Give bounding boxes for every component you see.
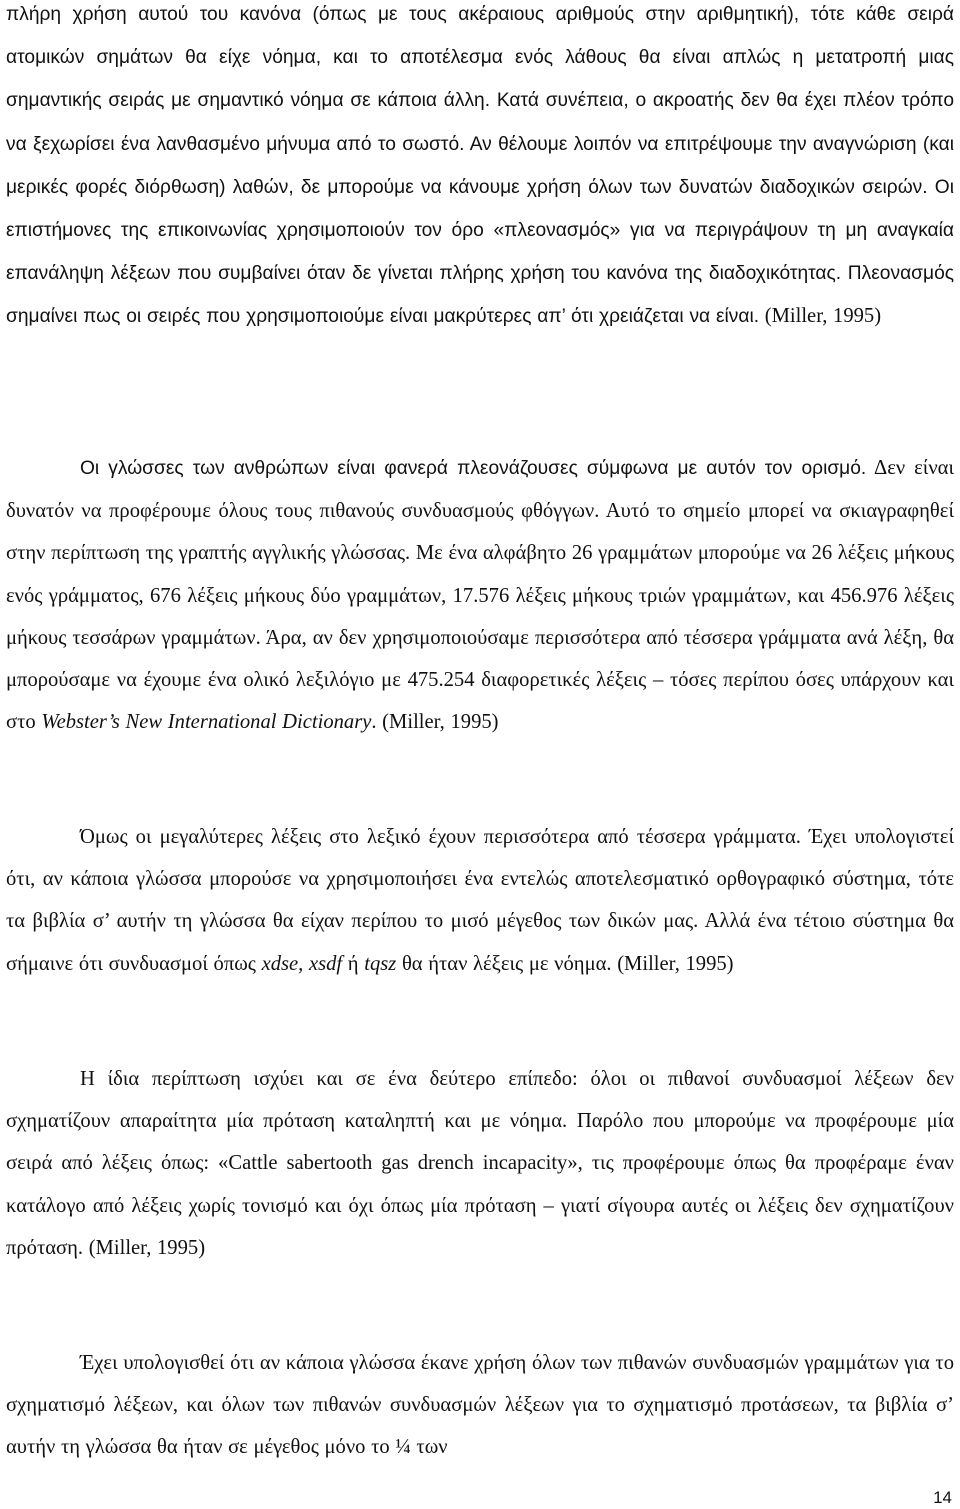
paragraph-text: Όμως οι μεγαλύτερες λέξεις στο λεξικό έχουν περισσότερα από τέσσερα γράμματα. Έχει υπολογιστεί ότι, αν κάποια γλώσσα μπορούσε να χρησιμοποιήσει ένα εντελώς αποτελεσματικό ορθογραφικό σύστημα, τότε τα βιβλία σ’ αυτήν τη γλώσσα θα είχαν περίπου το μισό μέγεθος των δικών μας. Αλλά ένα τέτοιο σύστημα θα σήμαινε ότι συνδυασμοί όπως xyxy=(6,826,954,975)
example-word: tqsz xyxy=(364,952,397,975)
citation: (Miller, 1995) xyxy=(759,305,882,328)
citation: . (Miller, 1995) xyxy=(371,711,499,734)
paragraph-text: Δεν είναι δυνατόν να προφέρουμε όλους τους πιθανούς συνδυασμούς φθόγγων. Αυτό το σημείο μπορεί να σκιαγραφηθεί στην περίπτωση της γραπτής αγγλικής γλώσσας. Με ένα αλφάβητο 26 γραμμάτων μπορούμε να 26 λέξεις μήκους ενός γράμματος, 676 λέξεις μήκους δύο γραμμάτων, 17.576 λέξεις μήκους τριών γραμμάτων, και 456.976 λέξεις μήκους τεσσάρων γραμμάτων. Άρα, αν δεν χρησιμοποιούσαμε περισσότερα από τέσσερα γράμματα ανά λέξη, θα μπορούσαμε να έχουμε ένα ολικό λεξιλόγιο με 475.254 διαφορετικές λέξεις – τόσες περίπου όσες υπάρχουν και στο xyxy=(6,457,954,734)
paragraph-text: Έχει υπολογισθεί ότι αν κάποια γλώσσα έκανε χρήση όλων των πιθανών συνδυασμών γραμμάτων για το σχηματισμό λέξεων, και όλων των πιθανών συνδυασμών λέξεων για το σχηματισμό προτάσεων, τα βιβλία σ’ αυτήν τη γλώσσα θα ήταν σε μέγεθος μόνο το ¼ των xyxy=(6,1352,954,1459)
paragraph-text: πλήρη χρήση αυτού του κανόνα (όπως με τους ακέραιους αριθμούς στην αριθμητική), τότε κάθε σειρά ατομικών σημάτων θα είχε νόημα, και το αποτέλεσμα ενός λάθους θα είναι απλώς η μετατροπή μιας σημαντικής σειράς με σημαντικό νόημα σε κάποια άλλη. Κατά συνέπεια, ο ακροατής δεν θα έχει πλέον τρόπο να ξεχωρίσει ένα λανθασμένο μήνυμα από το σωστό. Αν θέλουμε λοιπόν να επιτρέψουμε την αναγνώριση (και μερικές φορές διόρθωση) λαθών, δε μπορούμε να κάνουμε χρήση όλων των δυνατών διαδοχικών σειρών. Οι επιστήμονες της επικοινωνίας χρησιμοποιούν τον όρο «πλεονασμός» για να περιγράψουν τη μη αναγκαία επανάληψη λέξεων που συμβαίνει όταν δε γίνεται πλήρης χρήση του κανόνα της διαδοχικότητας. Πλεονασμός σημαίνει πως οι σειρές που χρησιμοποιούμε είναι μακρύτερες απ’ ότι χρειάζεται να είναι. xyxy=(6,4,954,328)
connector-text: ή xyxy=(342,952,365,975)
paragraph-word-combinations xyxy=(6,1058,954,1269)
example-words: xdse, xsdf xyxy=(261,952,343,975)
page-number: 14 xyxy=(933,1488,952,1507)
paragraph-orthographic-system xyxy=(6,816,954,985)
paragraph-book-size xyxy=(6,1342,954,1469)
paragraph-human-languages xyxy=(6,447,954,743)
paragraph-text: Η ίδια περίπτωση ισχύει και σε ένα δεύτερο επίπεδο: όλοι οι πιθανοί συνδυασμοί λέξεων δεν σχηματίζουν απαραίτητα μία πρόταση καταληπτή και με νόημα. Παρόλο που μπορούμε να προφέρουμε μία σειρά από λέξεις όπως: «Cattle sabertooth gas drench incapacity», τις προφέρουμε όπως θα προφέραμε έναν κατάλογο από λέξεις χωρίς τονισμό και όχι όπως μία πρόταση – γιατί σίγουρα αυτές οι λέξεις δεν σχηματίζουν πρόταση. (Miller, 1995) xyxy=(6,1068,954,1259)
paragraph-redundancy-definition xyxy=(6,0,954,339)
dictionary-title: Webster’s New International Dictionary xyxy=(41,711,372,734)
citation: θα ήταν λέξεις με νόημα. (Miller, 1995) xyxy=(396,952,734,975)
paragraph-lead-text: Οι γλώσσες των ανθρώπων είναι φανερά πλεονάζουσες σύμφωνα με αυτόν τον ορισμό. xyxy=(80,458,867,479)
